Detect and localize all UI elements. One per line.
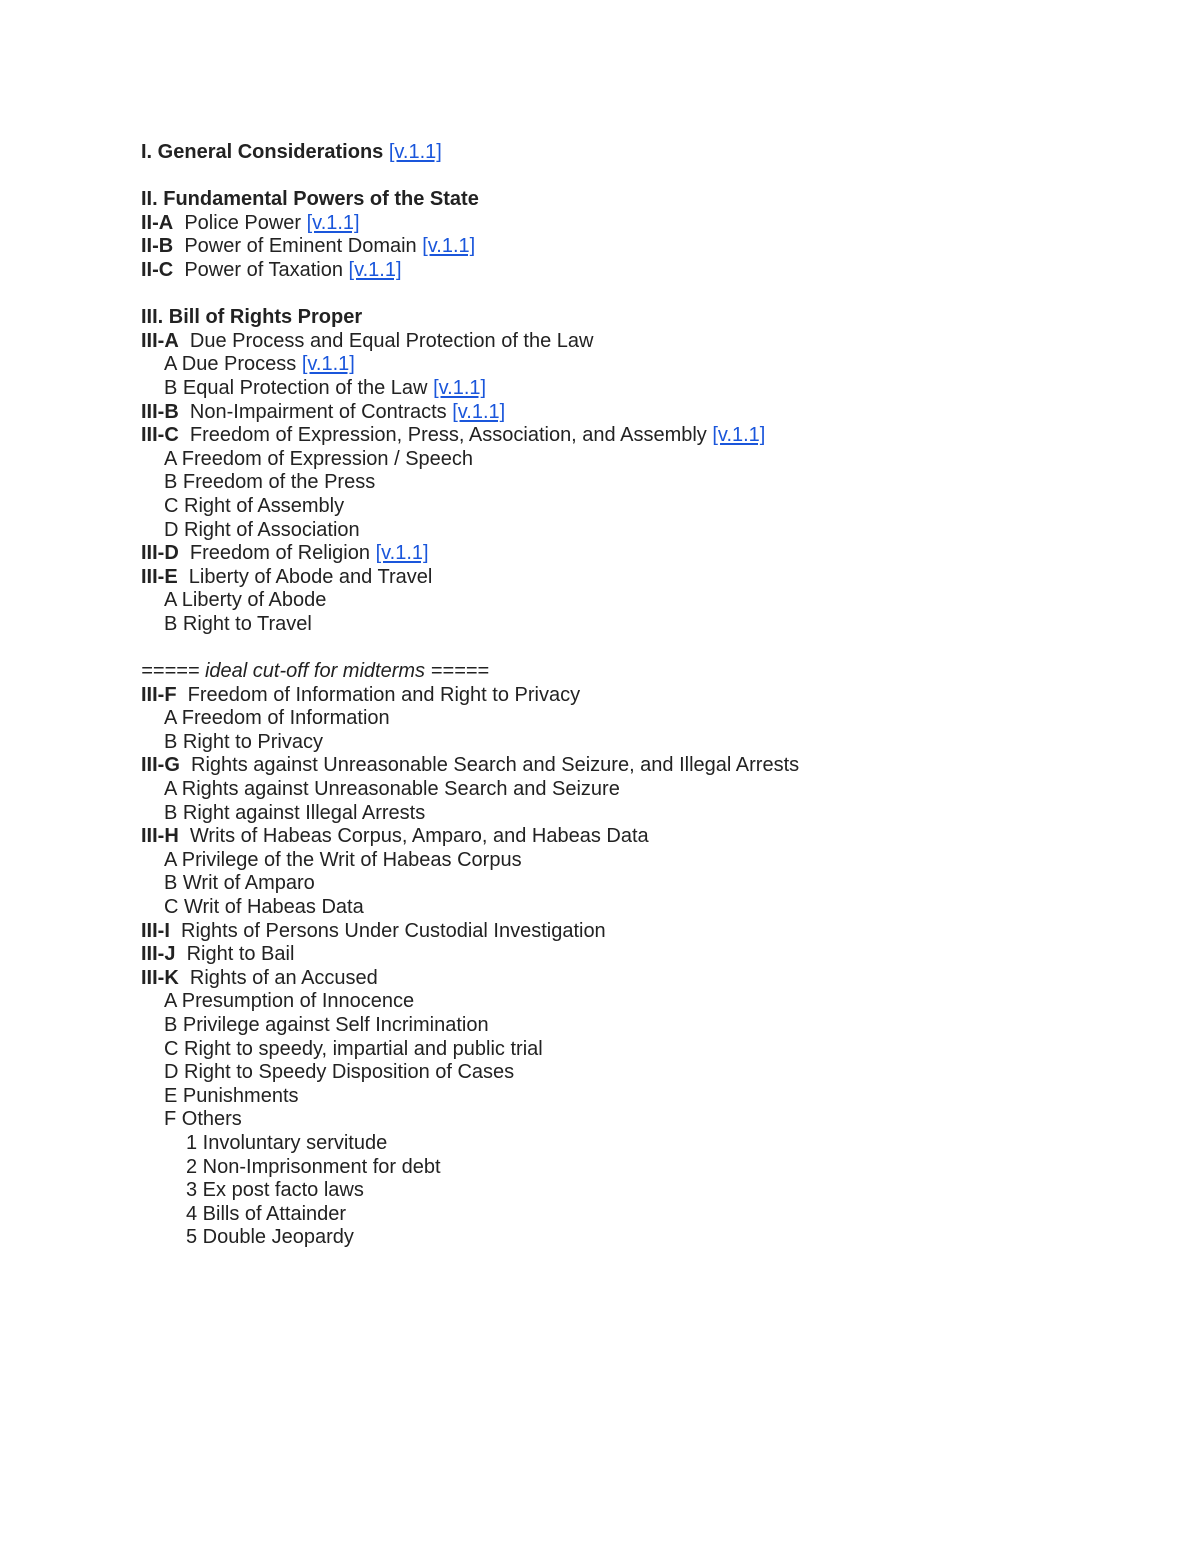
item-text: Writs of Habeas Corpus, Amparo, and Habeas Data (189, 825, 649, 848)
item-code: III-I (141, 919, 170, 942)
outline-subitem (141, 849, 1101, 873)
item-text: B Freedom of the Press (164, 471, 376, 494)
item-text: Freedom of Information and Right to Privacy (187, 683, 581, 706)
blank-line (141, 283, 1101, 307)
item-text: Rights of Persons Under Custodial Investigation (181, 919, 606, 942)
outline-subitem (141, 802, 1101, 826)
outline-item (141, 920, 1101, 944)
outline-subitem (141, 990, 1101, 1014)
outline-subsubitem (141, 1203, 1101, 1227)
outline-subitem (141, 377, 1101, 401)
item-code: II-A (141, 211, 174, 234)
outline-item (141, 943, 1101, 967)
outline-subitem (141, 707, 1101, 731)
outline-subitem (141, 1014, 1101, 1038)
outline-subitem (141, 872, 1101, 896)
item-code: III-A (141, 329, 179, 352)
item-text: Right to Bail (186, 943, 295, 966)
item-text: 5 Double Jeopardy (186, 1226, 354, 1249)
outline-item (141, 825, 1101, 849)
outline-subitem (141, 778, 1101, 802)
outline-item (141, 542, 1101, 566)
item-code: III-K (141, 966, 179, 989)
item-text: B Privilege against Self Incrimination (164, 1013, 489, 1036)
item-code: III-E (141, 565, 178, 588)
item-text: D Right of Association (164, 518, 360, 541)
outline-subitem (141, 495, 1101, 519)
item-text: Police Power (184, 211, 302, 234)
item-text: Rights of an Accused (189, 966, 378, 989)
outline-item (141, 401, 1101, 425)
outline-item (141, 967, 1101, 991)
item-text: B Right to Travel (164, 612, 312, 635)
item-code: III-F (141, 683, 177, 706)
item-text: A Privilege of the Writ of Habeas Corpus (164, 848, 522, 871)
version-link[interactable]: [v.1.1] (375, 542, 429, 565)
item-text: Liberty of Abode and Travel (188, 565, 433, 588)
version-link[interactable]: [v.1.1] (422, 235, 476, 258)
item-text: A Freedom of Expression / Speech (164, 447, 474, 470)
item-text: Power of Taxation (184, 258, 343, 281)
item-text: Power of Eminent Domain (184, 235, 417, 258)
item-text: B Writ of Amparo (164, 872, 315, 895)
outline-subsubitem (141, 1156, 1101, 1180)
outline-item (141, 684, 1101, 708)
outline-subsubitem (141, 1179, 1101, 1203)
item-code: III-J (141, 943, 176, 966)
item-text: C Right to speedy, impartial and public trial (164, 1037, 543, 1060)
item-text: C Writ of Habeas Data (164, 896, 364, 918)
midterm-cutoff-note (141, 660, 1101, 684)
blank-line (141, 165, 1101, 189)
item-code: III-C (141, 424, 179, 447)
outline-item (141, 212, 1101, 236)
item-text: B Right against Illegal Arrests (164, 801, 426, 824)
outline-subitem (141, 1108, 1101, 1132)
item-code: III-D (141, 542, 179, 565)
outline-subitem (141, 613, 1101, 637)
outline-item (141, 259, 1101, 283)
item-text: 3 Ex post facto laws (186, 1179, 364, 1202)
item-text: C Right of Assembly (164, 494, 345, 517)
item-text: 4 Bills of Attainder (186, 1202, 347, 1225)
item-code: III-B (141, 400, 179, 423)
version-link[interactable]: [v.1.1] (452, 400, 506, 423)
section-heading (141, 188, 1101, 212)
item-text: I. General Considerations (141, 141, 384, 163)
item-text: A Liberty of Abode (164, 589, 327, 612)
blank-line (141, 636, 1101, 660)
outline-item (141, 424, 1101, 448)
outline-subitem (141, 731, 1101, 755)
course-outline (141, 141, 1101, 1250)
item-code: II-B (141, 235, 174, 258)
item-text: Due Process and Equal Protection of the Law (189, 329, 594, 352)
outline-item (141, 330, 1101, 354)
item-text: 1 Involuntary servitude (186, 1131, 388, 1154)
outline-item (141, 566, 1101, 590)
outline-subitem (141, 471, 1101, 495)
outline-subitem (141, 896, 1101, 920)
item-text: B Equal Protection of the Law (164, 376, 428, 399)
outline-subsubitem (141, 1132, 1101, 1156)
outline-subitem (141, 353, 1101, 377)
item-text: Freedom of Religion (189, 542, 370, 565)
item-text: ===== ideal cut-off for midterms ===== (141, 660, 489, 683)
outline-subitem (141, 1038, 1101, 1062)
outline-item (141, 235, 1101, 259)
outline-item (141, 754, 1101, 778)
item-text: Freedom of Expression, Press, Association, and Assembly (189, 424, 707, 447)
item-text: B Right to Privacy (164, 730, 323, 753)
version-link[interactable]: [v.1.1] (301, 353, 355, 376)
item-text: A Rights against Unreasonable Search and Seizure (164, 778, 620, 801)
item-code: III-G (141, 754, 180, 777)
outline-subitem (141, 448, 1101, 472)
item-text: F Others (164, 1108, 242, 1131)
section-heading (141, 141, 1101, 165)
item-text: E Punishments (164, 1084, 299, 1107)
item-text: A Freedom of Information (164, 707, 390, 730)
item-code: II-C (141, 258, 174, 281)
item-text: A Due Process (164, 353, 297, 376)
outline-subsubitem (141, 1226, 1101, 1250)
version-link[interactable]: [v.1.1] (712, 424, 766, 447)
version-link[interactable]: [v.1.1] (433, 376, 487, 399)
outline-subitem (141, 1085, 1101, 1109)
version-link[interactable]: [v.1.1] (306, 211, 360, 234)
item-text: A Presumption of Innocence (164, 990, 415, 1013)
item-text: III. Bill of Rights Proper (141, 306, 363, 329)
version-link[interactable]: [v.1.1] (348, 258, 402, 281)
outline-subitem (141, 1061, 1101, 1085)
version-link[interactable]: [v.1.1] (388, 141, 442, 163)
section-heading (141, 306, 1101, 330)
outline-subitem (141, 589, 1101, 613)
item-text: Rights against Unreasonable Search and Seizure, and Illegal Arrests (191, 754, 800, 777)
item-text: II. Fundamental Powers of the State (141, 188, 479, 211)
item-text: Non-Impairment of Contracts (189, 400, 447, 423)
outline-subitem (141, 519, 1101, 543)
item-text: D Right to Speedy Disposition of Cases (164, 1061, 515, 1084)
item-code: III-H (141, 825, 179, 848)
item-text: 2 Non-Imprisonment for debt (186, 1155, 441, 1178)
